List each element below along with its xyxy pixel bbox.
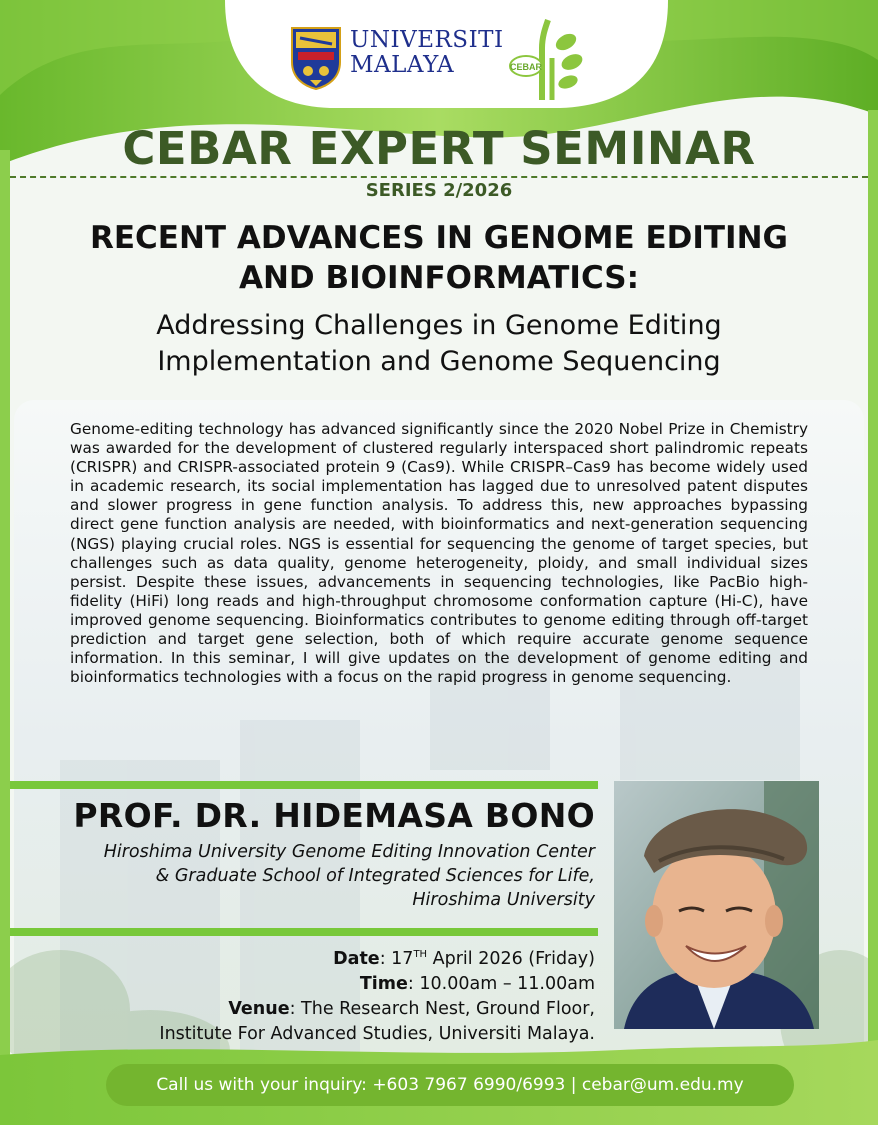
speaker-bottom-bar <box>10 928 598 936</box>
affiliation-line1: Hiroshima University Genome Editing Innovation Center <box>103 842 595 862</box>
subtitle-line1: Addressing Challenges in Genome Editing <box>156 310 722 341</box>
topic-line1: RECENT ADVANCES IN GENOME EDITING <box>90 220 788 256</box>
venue-row <box>20 997 595 1022</box>
university-name-line2: MALAYA <box>350 52 455 78</box>
date-label: Date <box>333 948 380 969</box>
seminar-title: CEBAR EXPERT SEMINAR <box>122 122 756 175</box>
speaker-photo <box>614 781 819 1029</box>
time-label: Time <box>359 973 408 994</box>
time-row <box>20 972 595 997</box>
date-rest: April 2026 (Friday) <box>427 948 595 969</box>
venue-line1: : The Research Nest, Ground Floor, <box>289 998 595 1019</box>
subtitle-line2: Implementation and Genome Sequencing <box>157 346 721 377</box>
title-divider <box>10 176 868 178</box>
venue-line2: Institute For Advanced Studies, Universiti Malaya. <box>159 1023 595 1044</box>
venue-label: Venue <box>228 998 290 1019</box>
topic-line2: AND BIOINFORMATICS: <box>238 260 640 296</box>
speaker-affiliation <box>20 840 595 912</box>
university-crest-icon <box>290 26 342 90</box>
seminar-topic <box>0 218 878 298</box>
speaker-name: PROF. DR. HIDEMASA BONO <box>73 796 595 835</box>
seminar-subtitle <box>0 308 878 380</box>
date-day: 17 <box>391 948 414 969</box>
university-name <box>350 28 504 78</box>
university-name-line1: UNIVERSITI <box>350 27 504 53</box>
affiliation-line3: Hiroshima University <box>412 890 595 910</box>
cebar-logo-text: CEBAR <box>509 62 543 72</box>
date-suffix: TH <box>413 949 428 960</box>
seminar-series: SERIES 2/2026 <box>365 180 513 201</box>
affiliation-line2: & Graduate School of Integrated Sciences for Life, <box>155 866 595 886</box>
seminar-abstract: Genome-editing technology has advanced significantly since the 2020 Nobel Prize in Chemistry was awarded for the development of clustered regularly interspaced short palindromic repeats (CRISPR) and CRISPR-associated protein 9 (Cas9). While CRISPR–Cas9 has become widely used in academic research, its social implementation has lagged due to unresolved patent disputes and slower progress in gene function analysis. To address this, new approaches bypassing direct gene function analysis are needed, with bioinformatics and next-generation sequencing (NGS) playing crucial roles. NGS is essential for sequencing the genome of target species, but challenges such as data quality, genome heterogeneity, ploidy, and small individual sizes persist. Despite these issues, advancements in sequencing technologies, like PacBio high-fidelity (HiFi) long reads and high-throughput chromosome conformation capture (Hi-C), have improved genome sequencing. Bioinformatics contributes to genome editing through off-target prediction and target gene selection, both of which require accurate genome sequence information. In this seminar, I will give updates on the development of genome editing and bioinformatics technologies with a focus on the rapid progress in genome sequencing. <box>70 420 808 687</box>
event-details <box>20 942 595 1047</box>
date-row: Date: 17TH April 2026 (Friday) <box>333 948 595 969</box>
speaker-top-bar <box>10 781 598 789</box>
time-value: : 10.00am – 11.00am <box>407 973 595 994</box>
contact-banner: Call us with your inquiry: +603 7967 6990/6993 | cebar@um.edu.my <box>106 1064 794 1106</box>
header-logos <box>290 18 610 104</box>
cebar-logo-icon <box>504 18 590 102</box>
